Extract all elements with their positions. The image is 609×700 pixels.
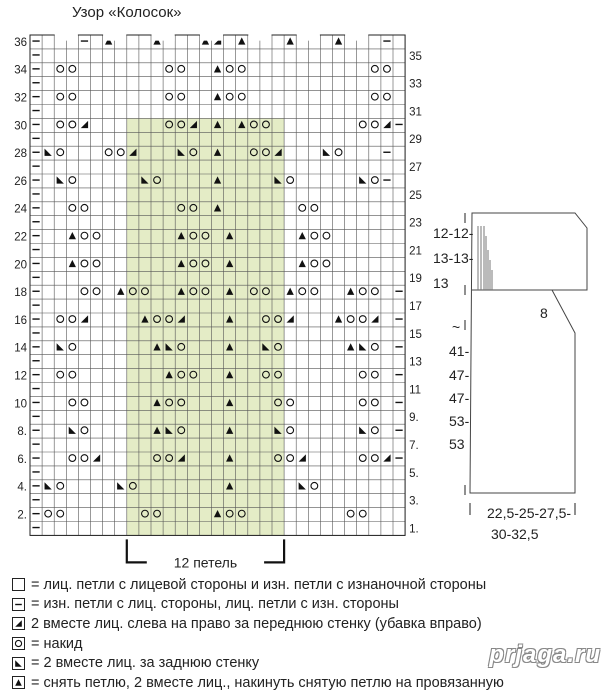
k2tog-right-triangle bbox=[299, 454, 306, 461]
yarn-over-circle bbox=[69, 455, 76, 462]
k2tog-right-triangle bbox=[383, 454, 390, 461]
yarn-over-circle bbox=[371, 121, 378, 128]
yarn-over-circle bbox=[359, 455, 366, 462]
yarn-over-circle bbox=[311, 482, 318, 489]
chart-top-gaps bbox=[55, 33, 369, 41]
yarn-over-circle bbox=[166, 65, 173, 72]
right-row-label: 21 bbox=[409, 245, 422, 258]
psso-triangle bbox=[287, 37, 294, 44]
yarn-over-circle bbox=[371, 288, 378, 295]
psso-triangle bbox=[287, 288, 294, 295]
dash-icon bbox=[12, 598, 25, 611]
yarn-over-circle bbox=[81, 232, 88, 239]
psso-triangle bbox=[299, 232, 306, 239]
yarn-over-circle bbox=[287, 177, 294, 184]
k2tog-tbl-triangle bbox=[359, 176, 366, 183]
yarn-over-circle bbox=[45, 510, 52, 517]
left-row-label: 22 bbox=[14, 231, 27, 244]
psso-triangle bbox=[214, 93, 221, 100]
yarn-over-circle bbox=[311, 232, 318, 239]
yarn-over-circle bbox=[93, 288, 100, 295]
right-row-label: 11 bbox=[409, 384, 422, 397]
k2tog-right-triangle bbox=[287, 315, 294, 322]
yarn-over-circle bbox=[287, 427, 294, 434]
k2tog-tbl-triangle bbox=[359, 343, 366, 350]
yarn-over-circle bbox=[347, 510, 354, 517]
top-width-label-3: 13 bbox=[433, 275, 449, 291]
psso-triangle bbox=[15, 679, 22, 686]
yarn-over-circle bbox=[166, 93, 173, 100]
yarn-over-circle bbox=[81, 204, 88, 211]
yarn-over-circle bbox=[69, 316, 76, 323]
yarn-over-circle bbox=[323, 260, 330, 267]
left-row-label: 32 bbox=[14, 92, 27, 105]
left-row-label: 2. bbox=[17, 509, 27, 522]
yarn-over-circle bbox=[238, 65, 245, 72]
legend-item bbox=[12, 673, 602, 693]
yarn-over-circle bbox=[359, 288, 366, 295]
k2tog-tbl-triangle bbox=[117, 482, 124, 489]
right-row-label: 23 bbox=[409, 217, 422, 230]
left-row-label: 24 bbox=[14, 203, 27, 216]
length-label-2: 47- bbox=[449, 367, 470, 383]
psso-triangle bbox=[335, 315, 342, 322]
legend-item bbox=[12, 575, 602, 595]
length-label-1: 41- bbox=[449, 343, 470, 359]
yarn-over-circle bbox=[178, 65, 185, 72]
left-row-label: 20 bbox=[14, 259, 27, 272]
right-row-label: 15 bbox=[409, 328, 422, 341]
yarn-over-circle bbox=[178, 93, 185, 100]
left-row-label: 18 bbox=[14, 287, 27, 300]
yarn-over-circle bbox=[81, 399, 88, 406]
yarn-over-circle bbox=[93, 260, 100, 267]
left-row-label: 34 bbox=[14, 64, 27, 77]
psso-triangle bbox=[69, 260, 76, 267]
yarn-over-circle bbox=[371, 455, 378, 462]
right-row-label: 1. bbox=[409, 523, 419, 536]
psso-triangle bbox=[214, 65, 221, 72]
bottom-width-label-2: 30-32,5 bbox=[491, 526, 539, 542]
yarn-over-circle bbox=[226, 93, 233, 100]
legend-text: = изн. петли с лиц. стороны, лиц. петли с изн. стороны bbox=[31, 596, 399, 613]
repeat-label: 12 петель bbox=[173, 554, 238, 571]
k2tog-right-triangle bbox=[371, 315, 378, 322]
k2tog-right-triangle bbox=[383, 121, 390, 128]
legend-item bbox=[12, 595, 602, 615]
legend-item bbox=[12, 614, 602, 634]
yarn-over-circle bbox=[371, 343, 378, 350]
yarn-over-circle bbox=[117, 149, 124, 156]
yarn-over-circle bbox=[287, 399, 294, 406]
legend bbox=[12, 575, 602, 693]
right-row-label: 17 bbox=[409, 301, 422, 313]
left-row-label: 14 bbox=[14, 342, 27, 355]
yarn-over-circle bbox=[371, 371, 378, 378]
psso-triangle bbox=[335, 37, 342, 44]
left-row-label: 16 bbox=[14, 314, 27, 327]
legend-text: = снять петлю, 2 вместе лиц., накинуть снятую петлю на провязанную bbox=[31, 674, 504, 691]
left-row-label: 6. bbox=[17, 453, 27, 466]
bottom-width-label-1: 22,5-25-27,5- bbox=[487, 505, 572, 521]
yarn-over-circle bbox=[69, 177, 76, 184]
k2tog-tbl-triangle bbox=[323, 149, 330, 156]
yarn-over-circle bbox=[359, 316, 366, 323]
right-row-label: 9. bbox=[409, 412, 419, 425]
k2tog-tbl-triangle bbox=[57, 176, 64, 183]
yarn-over-circle bbox=[81, 455, 88, 462]
yarn-over-circle bbox=[57, 482, 64, 489]
k2tog-tbl-triangle bbox=[45, 149, 52, 156]
legend-text: 2 вместе лиц. слева на право за переднюю стенку (убавка вправо) bbox=[31, 615, 482, 632]
left-row-label: 4. bbox=[17, 481, 27, 494]
yarn-over-circle bbox=[81, 288, 88, 295]
psso-triangle bbox=[299, 260, 306, 267]
right-row-label: 19 bbox=[409, 273, 422, 286]
legend-text: = накид bbox=[31, 635, 83, 652]
right-row-label: 27 bbox=[409, 162, 422, 174]
yarn-over-circle bbox=[69, 204, 76, 211]
k2tog-right-triangle bbox=[81, 315, 88, 322]
yarn-over-circle bbox=[311, 204, 318, 211]
circle-icon bbox=[12, 637, 25, 650]
yarn-over-circle bbox=[323, 232, 330, 239]
yarn-over-circle bbox=[299, 204, 306, 211]
k2tog-tbl-triangle bbox=[359, 427, 366, 434]
yarn-over-circle bbox=[335, 149, 342, 156]
yarn-over-circle bbox=[371, 399, 378, 406]
right-row-label: 3. bbox=[409, 495, 419, 508]
yarn-over-circle bbox=[15, 640, 21, 646]
yarn-over-circle bbox=[57, 65, 64, 72]
psso-triangle bbox=[117, 288, 124, 295]
yarn-over-circle bbox=[81, 260, 88, 267]
yarn-over-circle bbox=[57, 93, 64, 100]
yarn-over-circle bbox=[93, 232, 100, 239]
chart-title: Узор «Колосок» bbox=[72, 4, 182, 21]
yarn-over-circle bbox=[384, 65, 391, 72]
right-row-label: 29 bbox=[409, 134, 422, 147]
k2tog-tbl-triangle bbox=[69, 427, 76, 434]
legend-text: = лиц. петли с лицевой стороны и изн. петли с изнаночной стороны bbox=[31, 576, 487, 593]
watermark: prjaga.ru bbox=[489, 641, 601, 668]
top-width-label-2: 13-13- bbox=[433, 250, 474, 266]
yarn-over-circle bbox=[287, 455, 294, 462]
yarn-over-circle bbox=[359, 510, 366, 517]
yarn-over-circle bbox=[371, 93, 378, 100]
psso-triangle bbox=[347, 343, 354, 350]
psso-triangle bbox=[69, 232, 76, 239]
right-row-label: 33 bbox=[409, 78, 422, 91]
yarn-over-circle bbox=[57, 121, 64, 128]
right-row-label: 35 bbox=[409, 50, 422, 63]
armhole-label: 8 bbox=[540, 305, 548, 321]
left-row-label: 26 bbox=[14, 175, 27, 188]
left-row-label: 10 bbox=[14, 398, 27, 411]
yarn-over-circle bbox=[359, 399, 366, 406]
k2tog-right-triangle bbox=[93, 454, 100, 461]
yarn-over-circle bbox=[359, 371, 366, 378]
yarn-over-circle bbox=[371, 65, 378, 72]
yarn-over-circle bbox=[371, 177, 378, 184]
k2tog-tbl-triangle bbox=[299, 482, 306, 489]
right-row-label: 31 bbox=[409, 106, 422, 119]
yarn-over-circle bbox=[384, 93, 391, 100]
psso-triangle bbox=[347, 288, 354, 295]
yarn-over-circle bbox=[69, 371, 76, 378]
yarn-over-circle bbox=[359, 121, 366, 128]
psso-triangle bbox=[238, 37, 245, 44]
length-label-3: 47- bbox=[449, 390, 470, 406]
left-row-label: 30 bbox=[14, 120, 27, 133]
yarn-over-circle bbox=[81, 427, 88, 434]
left-row-label: 8. bbox=[17, 426, 27, 439]
yarn-over-circle bbox=[69, 65, 76, 72]
k2tog-tbl-triangle bbox=[45, 482, 52, 489]
yarn-over-circle bbox=[57, 316, 64, 323]
yarn-over-circle bbox=[299, 288, 306, 295]
right-row-label: 7. bbox=[409, 440, 419, 452]
length-label-4: 53- bbox=[449, 413, 470, 429]
yarn-over-circle bbox=[311, 288, 318, 295]
yarn-over-circle bbox=[238, 93, 245, 100]
empty-icon bbox=[12, 578, 25, 591]
left-row-label: 36 bbox=[14, 36, 27, 49]
yarn-over-circle bbox=[69, 343, 76, 350]
yarn-over-circle bbox=[371, 427, 378, 434]
yarn-over-circle bbox=[57, 371, 64, 378]
yarn-over-circle bbox=[311, 260, 318, 267]
yarn-over-circle bbox=[69, 121, 76, 128]
k2tog-right-triangle bbox=[81, 121, 88, 128]
tri-up-icon bbox=[12, 676, 25, 689]
yarn-over-circle bbox=[105, 149, 112, 156]
right-row-label: 25 bbox=[409, 189, 422, 202]
yarn-over-circle bbox=[347, 316, 354, 323]
yarn-over-circle bbox=[69, 93, 76, 100]
k2tog-right-triangle bbox=[15, 621, 22, 628]
top-width-label-1: 12-12- bbox=[433, 225, 474, 241]
yarn-over-circle bbox=[69, 399, 76, 406]
legend-text: = 2 вместе лиц. за заднюю стенку bbox=[31, 655, 260, 672]
right-row-label: 13 bbox=[409, 356, 422, 369]
yarn-over-circle bbox=[57, 510, 64, 517]
tri-left-icon bbox=[12, 657, 25, 670]
length-prefix: ~ bbox=[452, 319, 461, 335]
yarn-over-circle bbox=[57, 149, 64, 156]
right-row-label: 5. bbox=[409, 467, 419, 480]
length-label-5: 53 bbox=[449, 436, 465, 452]
left-row-label: 28 bbox=[14, 148, 27, 161]
k2tog-tbl-triangle bbox=[57, 343, 64, 350]
tri-right-icon bbox=[12, 617, 25, 630]
k2tog-tbl-triangle bbox=[15, 660, 22, 667]
left-row-label: 12 bbox=[14, 370, 27, 383]
yarn-over-circle bbox=[226, 65, 233, 72]
